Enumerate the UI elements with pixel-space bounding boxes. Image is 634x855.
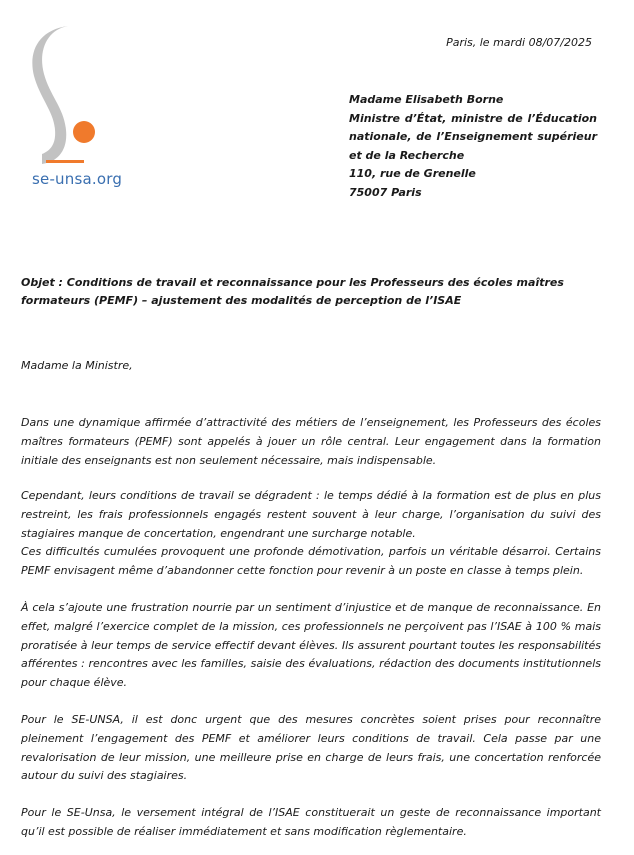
paragraph-1: Dans une dynamique affirmée d’attractivité des métiers de l’enseignement, les Professeurs des écoles maîtres formateurs (PEMF) sont appelés à jouer un rôle central. Leur engagement dans la formation initiale des enseignants est non seulement nécessaire, mais indispensable. [21,416,601,467]
logo-text: se-unsa.org [32,170,123,188]
paragraph-4: Pour le SE-UNSA, il est donc urgent que des mesures concrètes soient prises pour reconnaître pleinement l’engagement des PEMF et améliorer leurs conditions de travail. Cela passe par une revalorisation de leur mission, une meilleure prise en charge de leurs frais, une concertation renforcée autour du suivi des stagiaires. [21,713,601,783]
logo-underline [46,160,84,163]
paragraph-2: Cependant, leurs conditions de travail se dégradent : le temps dédié à la formation est de plus en plus restreint, les frais professionnels engagés restent souvent à leur charge, l’organisation du suivi des stagiaires manque de concertation, engendrant une surcharge notable. Ces difficultés cumulées provoquent une profonde démotivation, parfois un véritable désarroi. Certains PEMF envisagent même d’abandonner cette fonction pour revenir à un poste en classe à temps plein. [21,489,601,578]
recipient-block [349,91,597,203]
recipient-street: 110, rue de Grenelle [349,167,476,181]
logo-s-shape [32,26,68,164]
letter-subject: Objet : Conditions de travail et reconnaissance pour les Professeurs des écoles maîtres formateurs (PEMF) – ajustement des modalités de perception de l’ISAE [21,276,564,307]
recipient-title: Ministre d’État, ministre de l’Éducation nationale, de l’Enseignement supérieur et de la Recherche [349,111,597,162]
paragraph-5: Pour le SE-Unsa, le versement intégral de l’ISAE constituerait un geste de reconnaissance important qu’il est possible de réaliser immédiatement et sans modification règlementaire. [21,806,601,838]
recipient-name: Madame Elisabeth Borne [349,93,504,106]
letter-date: Paris, le mardi 08/07/2025 [446,36,592,49]
se-unsa-logo [28,22,138,192]
recipient-city: 75007 Paris [349,185,422,199]
salutation: Madame la Ministre, [21,359,133,372]
paragraph-3: À cela s’ajoute une frustration nourrie par un sentiment d’injustice et de manque de reconnaissance. En effet, malgré l’exercice complet de la mission, ces professionnels ne perçoivent pas l’ISAE à 100 % mais proratisée à leur temps de service effectif devant élèves. Ils assurent pourtant toutes les responsabilités afférentes : rencontres avec les familles, saisie des évaluations, rédaction des documents institutionnels pour chaque élève. [21,601,601,690]
logo-orange-dot [73,121,95,143]
